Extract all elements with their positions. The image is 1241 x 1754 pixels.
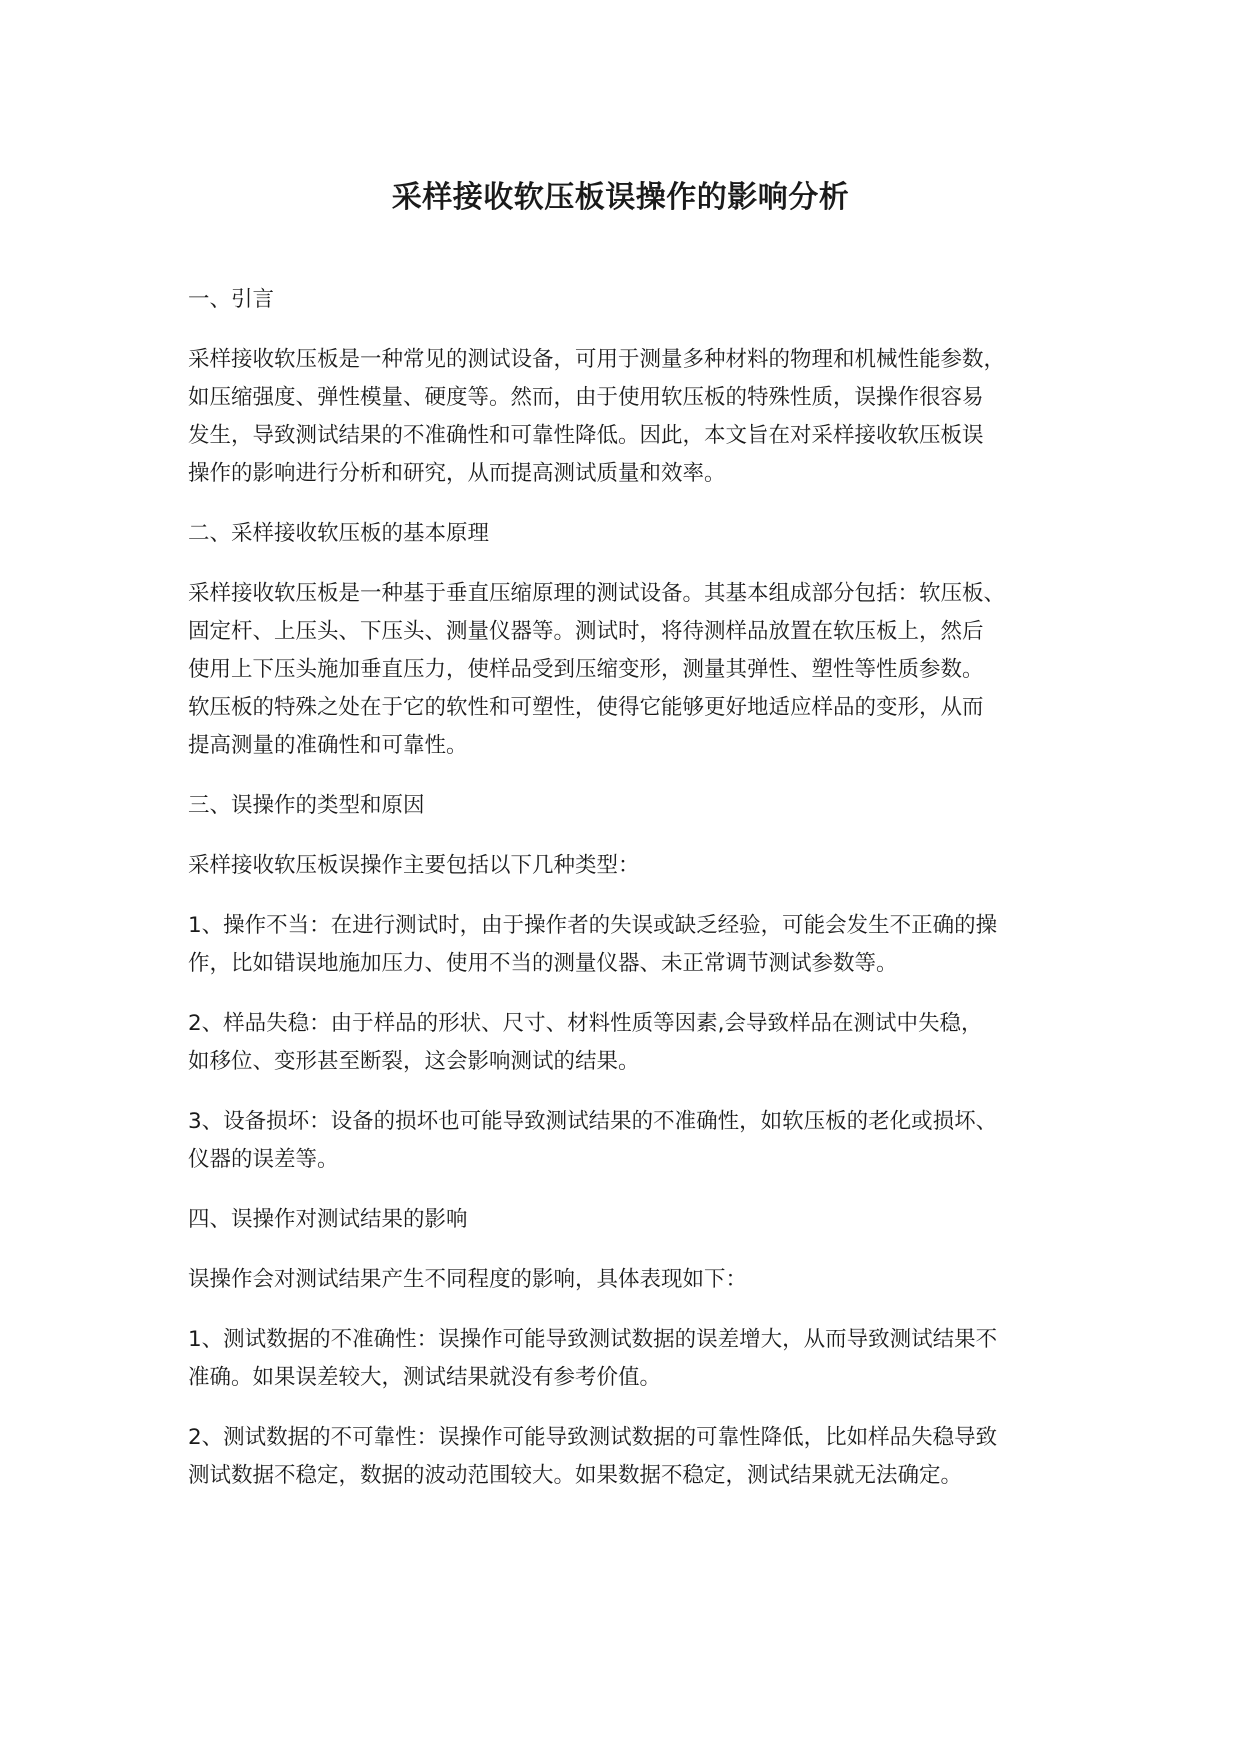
paragraph-error-types-intro xyxy=(188,847,1068,885)
list-item-sample-instability xyxy=(188,1005,1068,1081)
text-line: 如移位、变形甚至断裂，这会影响测试的结果。 xyxy=(188,1049,640,1074)
section-heading-impact xyxy=(188,1201,1068,1239)
paragraph-principle xyxy=(188,575,1068,765)
text-line: 误操作会对测试结果产生不同程度的影响，具体表现如下： xyxy=(188,1267,748,1292)
section-heading-error-types xyxy=(188,787,1068,825)
paragraph-impact-intro xyxy=(188,1261,1068,1299)
list-item-inaccuracy xyxy=(188,1321,1068,1397)
list-item-improper-operation xyxy=(188,907,1068,983)
text-line: 发生，导致测试结果的不准确性和可靠性降低。因此，本文旨在对采样接收软压板误 xyxy=(188,423,984,448)
text-line: 三、误操作的类型和原因 xyxy=(188,793,425,818)
text-line: 仪器的误差等。 xyxy=(188,1147,339,1172)
paragraph-introduction xyxy=(188,341,1068,493)
text-line: 如压缩强度、弹性模量、硬度等。然而，由于使用软压板的特殊性质，误操作很容易 xyxy=(188,385,984,410)
text-line: 采样接收软压板是一种常见的测试设备，可用于测量多种材料的物理和机械性能参数， xyxy=(188,347,1006,372)
text-line: 采样接收软压板是一种基于垂直压缩原理的测试设备。其基本组成部分包括：软压板、 xyxy=(188,581,1006,606)
text-line: 3、设备损坏：设备的损坏也可能导致测试结果的不准确性，如软压板的老化或损坏、 xyxy=(188,1109,998,1134)
text-line: 作，比如错误地施加压力、使用不当的测量仪器、未正常调节测试参数等。 xyxy=(188,951,898,976)
document-title: 采样接收软压板误操作的影响分析 xyxy=(391,180,850,215)
list-item-equipment-damage xyxy=(188,1103,1068,1179)
text-line: 二、采样接收软压板的基本原理 xyxy=(188,521,490,546)
text-line: 2、样品失稳：由于样品的形状、尺寸、材料性质等因素,会导致样品在测试中失稳， xyxy=(188,1011,983,1036)
document-body xyxy=(188,281,1068,1495)
text-line: 使用上下压头施加垂直压力，使样品受到压缩变形，测量其弹性、塑性等性质参数。 xyxy=(188,657,984,682)
text-line: 1、操作不当：在进行测试时，由于操作者的失误或缺乏经验，可能会发生不正确的操 xyxy=(188,913,998,938)
text-line: 操作的影响进行分析和研究，从而提高测试质量和效率。 xyxy=(188,461,726,486)
text-line: 四、误操作对测试结果的影响 xyxy=(188,1207,468,1232)
text-line: 采样接收软压板误操作主要包括以下几种类型： xyxy=(188,853,640,878)
section-heading-introduction xyxy=(188,281,1068,319)
text-line: 2、测试数据的不可靠性：误操作可能导致测试数据的可靠性降低，比如样品失稳导致 xyxy=(188,1425,998,1450)
section-heading-principle xyxy=(188,515,1068,553)
list-item-unreliability xyxy=(188,1419,1068,1495)
text-line: 软压板的特殊之处在于它的软性和可塑性，使得它能够更好地适应样品的变形，从而 xyxy=(188,695,984,720)
text-line: 准确。如果误差较大，测试结果就没有参考价值。 xyxy=(188,1365,662,1390)
text-line: 测试数据不稳定，数据的波动范围较大。如果数据不稳定，测试结果就无法确定。 xyxy=(188,1463,963,1488)
text-line: 1、测试数据的不准确性：误操作可能导致测试数据的误差增大，从而导致测试结果不 xyxy=(188,1327,998,1352)
text-line: 一、引言 xyxy=(188,287,275,312)
text-line: 固定杆、上压头、下压头、测量仪器等。测试时，将待测样品放置在软压板上，然后 xyxy=(188,619,984,644)
text-line: 提高测量的准确性和可靠性。 xyxy=(188,733,468,758)
